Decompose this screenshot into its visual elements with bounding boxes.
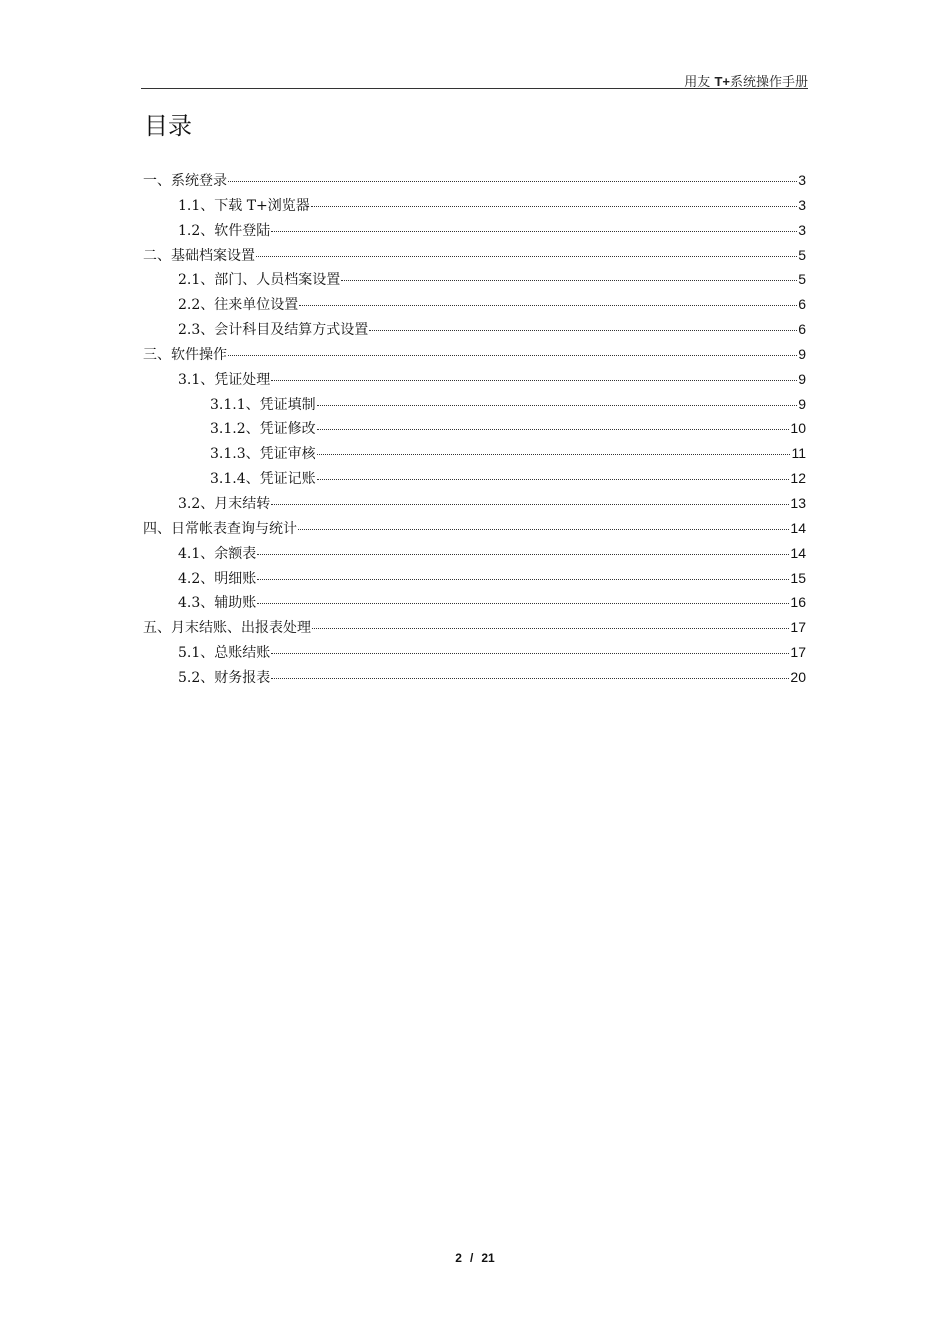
toc-entry-label: 2.1、部门、人员档案设置 (178, 272, 341, 289)
toc-entry-label: 3.1.4、凭证记账 (210, 471, 316, 488)
toc-entry[interactable] (143, 638, 806, 663)
toc-entry-page: 15 (790, 569, 806, 586)
toc-entry[interactable] (143, 315, 806, 340)
toc-dot-leader (228, 355, 797, 356)
toc-dot-leader (317, 454, 791, 455)
toc-dot-leader (317, 429, 790, 430)
toc-entry-page: 9 (798, 395, 806, 412)
toc-entry-page: 5 (798, 271, 806, 288)
toc-dot-leader (271, 504, 789, 505)
toc-dot-leader (341, 280, 797, 281)
toc-entry-page: 17 (790, 619, 806, 636)
header-brand: T+ (714, 74, 730, 89)
toc-dot-leader (369, 330, 797, 331)
toc-entry[interactable] (143, 241, 806, 266)
toc-dot-leader (299, 305, 797, 306)
toc-entry-page: 17 (790, 644, 806, 661)
toc-entry[interactable] (143, 216, 806, 241)
toc-dot-leader (271, 231, 797, 232)
toc-dot-leader (257, 603, 789, 604)
toc-entry[interactable] (143, 414, 806, 439)
toc-entry-label: 5.2、财务报表 (178, 669, 271, 686)
total-pages: 21 (481, 1251, 495, 1265)
toc-entry-page: 3 (798, 172, 806, 188)
table-of-contents (143, 166, 806, 688)
toc-entry-page: 14 (790, 519, 806, 536)
toc-dot-leader (271, 678, 789, 679)
toc-entry-label: 3.2、月末结转 (178, 495, 271, 512)
header-prefix: 用友 (684, 75, 715, 90)
toc-entry-page: 12 (790, 470, 806, 487)
toc-entry-label: 四、日常帐表查询与统计 (143, 520, 297, 537)
toc-entry[interactable] (143, 191, 806, 216)
toc-dot-leader (317, 405, 798, 406)
toc-entry-page: 13 (790, 494, 806, 511)
toc-entry-label: 4.2、明细账 (178, 570, 257, 587)
toc-title: 目录 (144, 112, 192, 140)
toc-entry[interactable] (143, 663, 806, 688)
toc-entry-label: 1.1、下载 T+浏览器 (178, 197, 310, 214)
toc-entry[interactable] (143, 290, 806, 315)
header-suffix: 系统操作手册 (729, 75, 808, 90)
toc-entry-label: 3.1.3、凭证审核 (210, 446, 316, 463)
toc-entry-page: 10 (790, 420, 806, 437)
toc-entry[interactable] (143, 489, 806, 514)
toc-entry-page: 11 (791, 445, 806, 462)
toc-entry[interactable] (143, 514, 806, 539)
toc-entry-page: 5 (798, 246, 806, 263)
toc-entry-label: 5.1、总账结账 (178, 645, 271, 662)
toc-entry-page: 20 (790, 668, 806, 685)
toc-entry-page: 9 (798, 345, 806, 362)
toc-dot-leader (228, 181, 797, 182)
toc-entry-label: 2.2、往来单位设置 (178, 297, 299, 314)
toc-entry-label: 3.1、凭证处理 (178, 371, 271, 388)
toc-dot-leader (317, 479, 790, 480)
toc-dot-leader (257, 554, 789, 555)
toc-entry[interactable] (143, 613, 806, 638)
toc-entry-label: 3.1.1、凭证填制 (210, 396, 316, 413)
toc-entry-page: 16 (790, 594, 806, 611)
toc-entry[interactable] (143, 265, 806, 290)
toc-dot-leader (271, 380, 797, 381)
toc-dot-leader (298, 529, 789, 530)
toc-entry-label: 2.3、会计科目及结算方式设置 (178, 322, 369, 339)
toc-dot-leader (256, 256, 797, 257)
toc-entry-label: 三、软件操作 (143, 346, 227, 363)
toc-dot-leader (311, 206, 797, 207)
toc-entry-label: 五、月末结账、出报表处理 (143, 620, 311, 637)
toc-dot-leader (257, 579, 789, 580)
toc-entry-page: 3 (798, 196, 806, 213)
toc-entry[interactable] (143, 439, 806, 464)
toc-entry-label: 一、系统登录 (143, 173, 227, 189)
toc-entry[interactable] (143, 464, 806, 489)
toc-entry-label: 3.1.2、凭证修改 (210, 421, 316, 438)
toc-entry-page: 3 (798, 221, 806, 238)
toc-entry-page: 14 (790, 544, 806, 561)
toc-entry-label: 二、基础档案设置 (143, 247, 255, 264)
current-page-number: 2 (455, 1251, 462, 1265)
toc-entry-page: 6 (798, 321, 806, 338)
toc-entry[interactable] (143, 166, 806, 191)
toc-entry-label: 4.1、余额表 (178, 545, 257, 562)
header-rule (141, 88, 808, 89)
toc-entry-page: 6 (798, 296, 806, 313)
toc-entry[interactable] (143, 390, 806, 415)
toc-dot-leader (312, 628, 789, 629)
page-footer (0, 1251, 950, 1265)
toc-entry-label: 1.2、软件登陆 (178, 222, 271, 239)
toc-dot-leader (271, 653, 789, 654)
toc-entry-page: 9 (798, 370, 806, 387)
toc-entry[interactable] (143, 564, 806, 589)
page-separator: / (469, 1251, 474, 1265)
toc-entry[interactable] (143, 365, 806, 390)
toc-entry[interactable] (143, 539, 806, 564)
toc-entry[interactable] (143, 340, 806, 365)
toc-entry[interactable] (143, 588, 806, 613)
toc-entry-label: 4.3、辅助账 (178, 595, 257, 612)
